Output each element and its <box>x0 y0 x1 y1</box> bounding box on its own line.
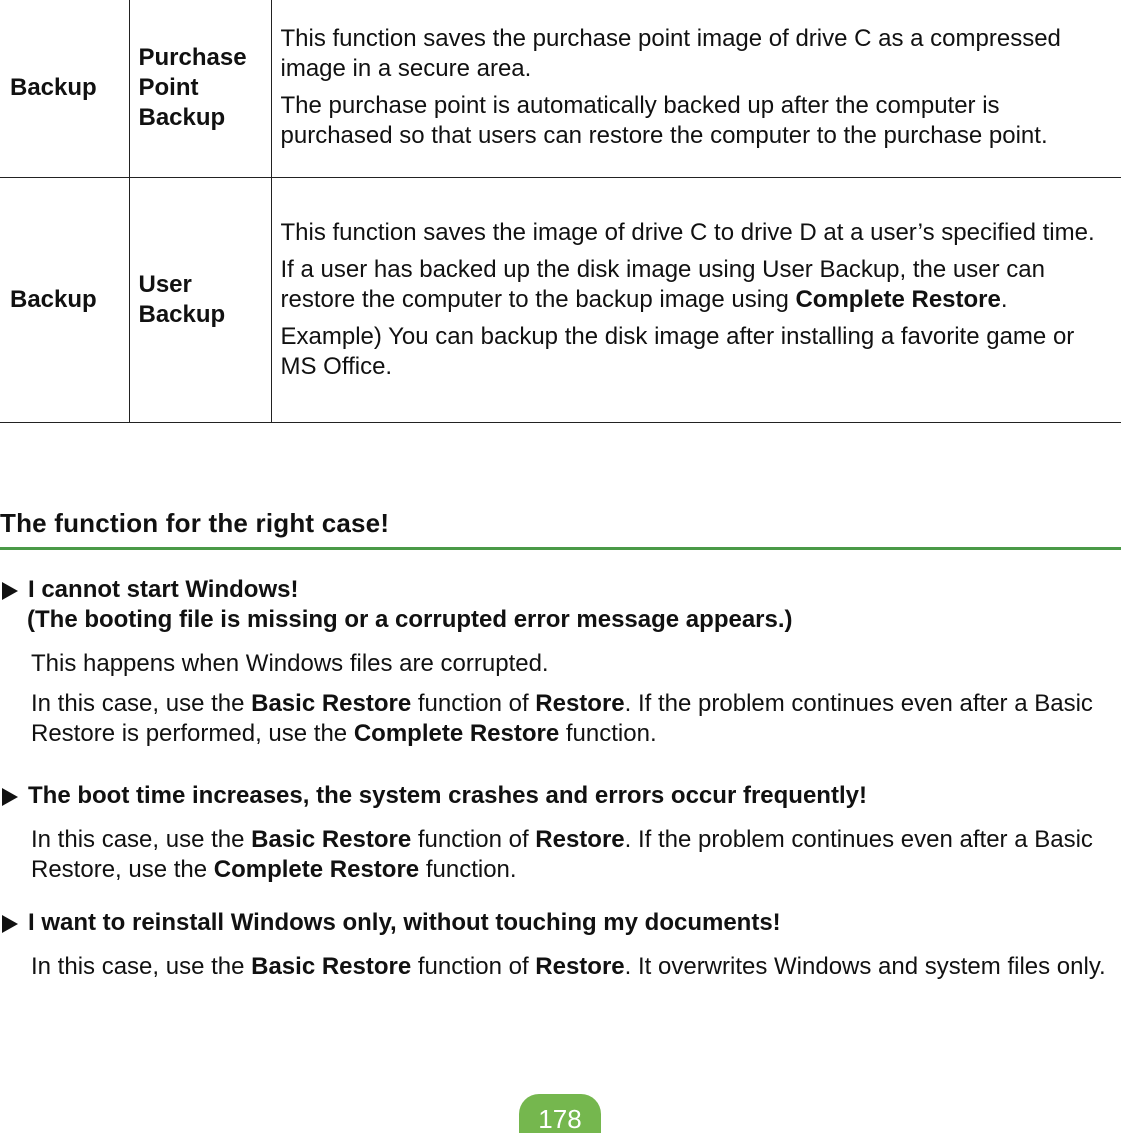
text-run: function of <box>411 690 536 717</box>
text-run: . It overwrites Windows and system files only. <box>624 953 1106 980</box>
case-block-boot-time <box>0 781 1121 895</box>
case-subheading: (The booting file is missing or a corrupted error message appears.) <box>27 606 793 633</box>
section-divider <box>0 547 1121 550</box>
emphasis-term: Restore <box>535 690 625 717</box>
emphasis-term: Basic Restore <box>251 690 412 717</box>
function-name-line: Purchase <box>138 43 247 71</box>
emphasis-term: Complete Restore <box>213 856 420 883</box>
case-body <box>0 952 1121 982</box>
text-run: This function saves the image of drive C to drive D at a user’s specified time. <box>280 218 1095 246</box>
case-paragraph <box>31 689 1121 749</box>
description-cell <box>271 0 1121 177</box>
triangle-bullet-icon <box>2 582 18 600</box>
emphasis-term: Basic Restore <box>251 826 412 853</box>
description-paragraph <box>281 91 1114 151</box>
description-cell <box>271 177 1121 422</box>
case-heading <box>0 575 1121 605</box>
description-paragraph <box>281 255 1114 315</box>
text-run: . If the problem continues even after a Basic Restore, use the <box>31 826 1093 883</box>
case-body <box>0 649 1121 749</box>
text-run: . If the problem continues even after a Basic Restore is performed, use the <box>31 690 1093 747</box>
case-heading-text: I want to reinstall Windows only, without touching my documents! <box>28 909 781 936</box>
case-heading-text: The boot time increases, the system crashes and errors occur frequently! <box>28 782 867 809</box>
text-run: function. <box>559 720 657 747</box>
section-title: The function for the right case! <box>0 508 390 538</box>
case-paragraph <box>31 825 1121 885</box>
backup-features-table <box>0 0 1121 423</box>
text-run: In this case, use the <box>31 826 252 853</box>
case-heading-text: I cannot start Windows! <box>28 576 299 603</box>
emphasis-term: Basic Restore <box>251 953 412 980</box>
description-paragraph <box>281 322 1114 382</box>
case-paragraph <box>31 649 1121 679</box>
function-name-line: Backup <box>138 103 226 131</box>
text-run: In this case, use the <box>31 690 252 717</box>
emphasis-term: Complete Restore <box>353 720 560 747</box>
category-cell: Backup <box>0 0 129 177</box>
text-run: If a user has backed up the disk image using User Backup, the user can restore the computer to the backup image using <box>280 255 1045 313</box>
text-run: Example) You can backup the disk image after installing a favorite game or MS Office. <box>280 322 1075 380</box>
case-block-cannot-start <box>0 575 1121 759</box>
emphasis-term: Restore <box>535 826 625 853</box>
case-block-reinstall <box>0 908 1121 992</box>
text-run: In this case, use the <box>31 953 252 980</box>
case-body <box>0 825 1121 885</box>
text-run: function. <box>419 856 517 883</box>
triangle-bullet-icon <box>2 788 18 806</box>
text-run: This function saves the purchase point image of drive C as a compressed image in a secure area. <box>280 25 1061 83</box>
text-run: function of <box>411 826 536 853</box>
case-paragraph <box>31 952 1121 982</box>
description-paragraph <box>281 218 1114 248</box>
function-name-line: Backup <box>138 300 226 328</box>
case-heading <box>0 908 1121 938</box>
table-row <box>0 177 1121 422</box>
text-run: function of <box>411 953 536 980</box>
category-cell: Backup <box>0 177 129 422</box>
function-name-cell <box>129 0 271 177</box>
case-heading <box>0 781 1121 811</box>
text-run: This happens when Windows files are corrupted. <box>31 650 549 677</box>
emphasis-term: Restore <box>535 953 625 980</box>
table-row <box>0 0 1121 177</box>
function-name-line: User <box>138 270 192 298</box>
function-name-line: Point <box>138 73 199 101</box>
page-number-badge: 178 <box>519 1094 601 1133</box>
description-paragraph <box>281 24 1114 84</box>
text-run: . <box>1000 285 1008 313</box>
text-run: The purchase point is automatically backed up after the computer is purchased so that users can restore the computer to the purchase point. <box>280 92 1048 150</box>
function-name-cell <box>129 177 271 422</box>
emphasis-term: Complete Restore <box>795 285 1001 313</box>
triangle-bullet-icon <box>2 915 18 933</box>
